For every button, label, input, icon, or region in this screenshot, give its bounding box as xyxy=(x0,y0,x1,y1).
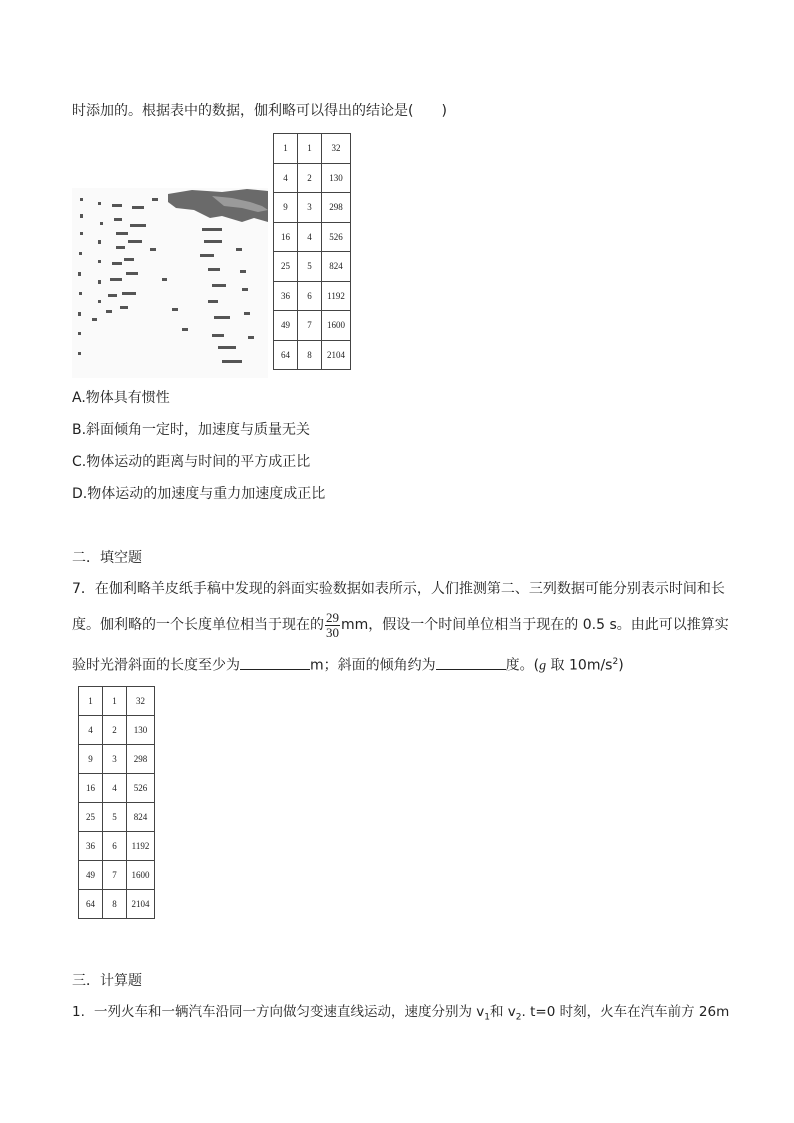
table-cell: 1600 xyxy=(322,311,351,341)
table-cell: 3 xyxy=(298,193,322,223)
table-row xyxy=(79,832,155,861)
table-cell: 36 xyxy=(274,281,298,311)
table-cell: 36 xyxy=(79,832,103,861)
table-cell: 4 xyxy=(274,163,298,193)
table-cell: 32 xyxy=(322,134,351,164)
q7-line-2 xyxy=(72,610,729,640)
q7-line-3-a: 验时光滑斜面的长度至少为 xyxy=(72,657,240,674)
section-heading-fill-blank: 二．填空题 xyxy=(72,550,142,566)
q6-option-b: B.斜面倾角一定时，加速度与质量无关 xyxy=(72,422,311,438)
table-cell: 2104 xyxy=(322,340,351,370)
calc-q1-text-a: 一列火车和一辆汽车沿同一方向做匀变速直线运动，速度分别为 v xyxy=(94,1004,485,1020)
table-cell: 16 xyxy=(79,774,103,803)
table-cell: 32 xyxy=(127,687,155,716)
table-cell: 6 xyxy=(298,281,322,311)
table-row xyxy=(274,252,351,282)
fraction-denominator: 30 xyxy=(326,624,339,640)
symbol-g: g xyxy=(539,658,547,674)
q6-data-table xyxy=(273,133,351,370)
table-row xyxy=(274,193,351,223)
calc-q1-text-c: . t=0 时刻，火车在汽车前方 26m xyxy=(521,1004,730,1020)
q7-line-3-e: ) xyxy=(618,657,624,674)
table-cell: 1192 xyxy=(322,281,351,311)
table-cell: 1600 xyxy=(127,861,155,890)
table-cell: 824 xyxy=(322,252,351,282)
table-row xyxy=(274,281,351,311)
subscript-1: 1 xyxy=(484,1012,491,1023)
table-cell: 824 xyxy=(127,803,155,832)
table-cell: 9 xyxy=(274,193,298,223)
q7-data-table xyxy=(78,686,155,919)
table-cell: 25 xyxy=(274,252,298,282)
q6-stem-tail: 时添加的。根据表中的数据，伽利略可以得出的结论是( ) xyxy=(72,103,447,119)
table-cell: 526 xyxy=(322,222,351,252)
q6-option-d: D.物体运动的加速度与重力加速度成正比 xyxy=(72,486,326,502)
calc-q1-number: 1. xyxy=(72,1004,85,1020)
calc-q1-line-1 xyxy=(72,1003,729,1027)
table-cell: 5 xyxy=(298,252,322,282)
table-row xyxy=(274,134,351,164)
table-cell: 526 xyxy=(127,774,155,803)
table-cell: 1192 xyxy=(127,832,155,861)
table-row xyxy=(79,687,155,716)
table-row xyxy=(79,774,155,803)
table-cell: 4 xyxy=(79,716,103,745)
table-row xyxy=(274,163,351,193)
table-cell: 9 xyxy=(79,745,103,774)
table-row xyxy=(79,803,155,832)
table-row xyxy=(79,861,155,890)
q6-option-c: C.物体运动的距离与时间的平方成正比 xyxy=(72,454,311,470)
q7-line-3-c: 度。( xyxy=(505,657,540,674)
table-cell: 8 xyxy=(103,890,127,919)
table-cell: 298 xyxy=(322,193,351,223)
q7-line-3-d: 取 10m/s xyxy=(546,657,613,674)
table-cell: 6 xyxy=(103,832,127,861)
fraction xyxy=(325,611,340,640)
answer-blank-angle[interactable] xyxy=(436,655,506,670)
table-cell: 1 xyxy=(79,687,103,716)
table-row xyxy=(274,340,351,370)
table-cell: 298 xyxy=(127,745,155,774)
table-row xyxy=(274,222,351,252)
superscript-2: 2 xyxy=(612,657,619,667)
q6-option-a: A.物体具有惯性 xyxy=(72,390,170,406)
table-cell: 49 xyxy=(79,861,103,890)
section-heading-calculation: 三．计算题 xyxy=(72,973,142,989)
table-row xyxy=(79,890,155,919)
table-cell: 4 xyxy=(103,774,127,803)
table-cell: 2104 xyxy=(127,890,155,919)
table-cell: 1 xyxy=(103,687,127,716)
table-cell: 1 xyxy=(298,134,322,164)
table-cell: 7 xyxy=(103,861,127,890)
table-cell: 1 xyxy=(274,134,298,164)
fraction-numerator: 29 xyxy=(326,609,339,625)
q7-line-3-b: m；斜面的倾角约为 xyxy=(310,657,436,674)
table-cell: 3 xyxy=(103,745,127,774)
subscript-2: 2 xyxy=(515,1012,522,1023)
table-cell: 4 xyxy=(298,222,322,252)
table-row xyxy=(79,745,155,774)
manuscript-scan-image xyxy=(72,188,268,378)
calc-q1-text-b: 和 v xyxy=(490,1004,516,1020)
q7-line-3 xyxy=(72,653,624,676)
table-cell: 64 xyxy=(79,890,103,919)
table-row xyxy=(274,311,351,341)
table-cell: 16 xyxy=(274,222,298,252)
table-cell: 130 xyxy=(127,716,155,745)
table-cell: 130 xyxy=(322,163,351,193)
q7-line-2-pre: 度。伽利略的一个长度单位相当于现在的 xyxy=(72,617,324,633)
q7-line-2-post: mm，假设一个时间单位相当于现在的 0.5 s。由此可以推算实 xyxy=(341,617,729,633)
table-cell: 64 xyxy=(274,340,298,370)
answer-blank-length[interactable] xyxy=(240,655,310,670)
table-cell: 7 xyxy=(298,311,322,341)
table-row xyxy=(79,716,155,745)
table-cell: 2 xyxy=(103,716,127,745)
table-cell: 49 xyxy=(274,311,298,341)
table-cell: 8 xyxy=(298,340,322,370)
table-cell: 25 xyxy=(79,803,103,832)
q7-line-1: 7．在伽利略羊皮纸手稿中发现的斜面实验数据如表所示，人们推测第二、三列数据可能分别表示时间和长 xyxy=(72,581,725,597)
table-cell: 5 xyxy=(103,803,127,832)
table-cell: 2 xyxy=(298,163,322,193)
